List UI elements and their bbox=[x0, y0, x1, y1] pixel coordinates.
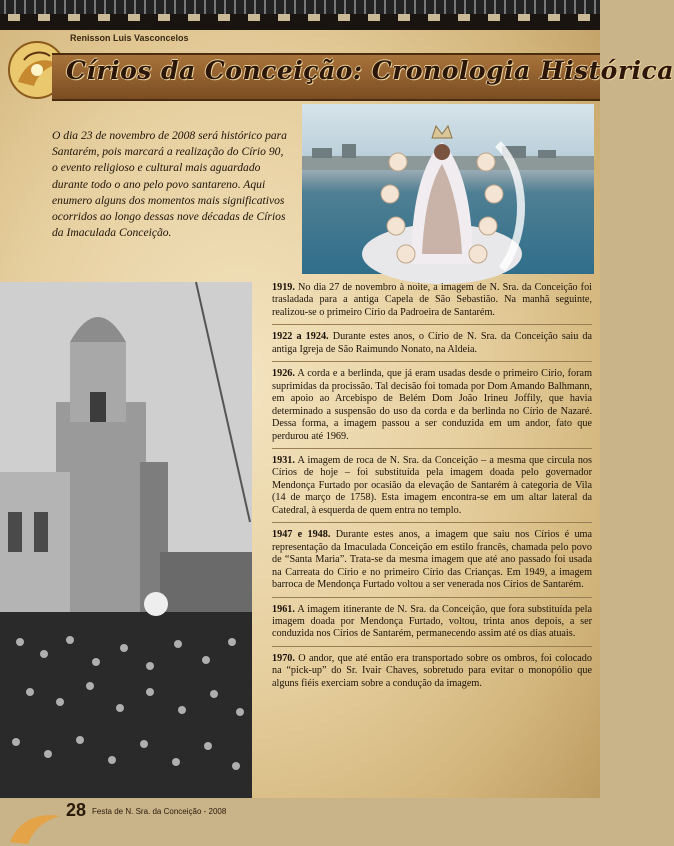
spiral-binding bbox=[0, 0, 600, 14]
chronology-entry bbox=[272, 653, 592, 695]
chronology-list bbox=[272, 282, 592, 701]
cathedral-procession-photo bbox=[0, 282, 252, 802]
author-name: Renisson Luis Vasconcelos bbox=[70, 33, 189, 43]
entry-text: A corda e a berlinda, que já eram usadas desde o primeiro Círio, foram suprimidas da procissão. Tal decisão foi tomada por Dom Amando Balhmann, em apoio ao Arcebispo de Belém Dom João Irineu Joffily, que havia determinado a suspensão do uso da corda e da berlinda no Círio de Nazaré. Dessa forma, a imagem passou a ser conduzida em um andor, fato que perdurou até 1969. bbox=[272, 368, 592, 442]
page-number: 28 bbox=[66, 800, 87, 820]
entry-text: No dia 27 de novembro à noite, a imagem de N. Sra. da Conceição foi trasladada para a antiga Capela de São Sebastião. Na manhã seguinte, realizou-se o primeiro Círio da Padroeira de Santarém. bbox=[272, 282, 592, 318]
entry-year: 1931. bbox=[272, 454, 295, 466]
entry-year: 1926. bbox=[272, 368, 295, 380]
statue-river-photo bbox=[302, 104, 594, 274]
entry-text: Durante estes anos, o Círio de N. Sra. da Conceição saiu da antiga Igreja de São Raimundo Nonato, na Aldeia. bbox=[272, 331, 593, 355]
intro-paragraph: O dia 23 de novembro de 2008 será histórico para Santarém, pois marcará a realização do Círio 90, o evento religioso e cultural mais aguardado durante todo o ano pelo povo santareno. Aqui enumero alguns dos momentos mais significativos ocorridos ao longo dessas nove décadas de Círios da Imaculada Conceição. bbox=[52, 129, 287, 240]
entry-year: 1922 a 1924. bbox=[272, 331, 329, 343]
entry-text: A imagem de roca de N. Sra. da Conceição – a mesma que circula nos Círios de hoje – foi substituída pela imagem doada pelo governador Mendonça Furtado por ocasião da elevação de Santarém à categoria de Vila (14 de março de 1758). Esta imagem encontra-se em um altar lateral da Catedral, à esquerda de quem entra no templo. bbox=[272, 454, 592, 516]
entry-year: 1961. bbox=[272, 603, 295, 615]
entry-text: Durante estes anos, a imagem que saiu nos Círios é uma representação da Imaculada Conceição em estilo francês, chamada pelo povo de “Santa Maria”. Trata-se da mesma imagem que até ano passado foi usada na Carreata do Círio e no primeiro Círio das Crianças. Em 1949, a imagem barroca de Mendonça Furtado voltou a ser venerada nos Círios de Santarém. bbox=[272, 529, 592, 591]
chronology-entry bbox=[272, 282, 592, 325]
chronology-entry bbox=[272, 368, 592, 449]
chronology-entry bbox=[272, 529, 592, 597]
entry-year: 1947 e 1948. bbox=[272, 529, 331, 541]
entry-text: A imagem itinerante de N. Sra. da Conceição, que fora substituída pela imagem doada por Mendonça Furtado, voltou, trinta anos depois, a ser conduzida nos Círios de Santarém, permanecendo assim até os dias atuais. bbox=[272, 603, 592, 640]
chronology-entry bbox=[272, 455, 592, 523]
entry-year: 1970. bbox=[272, 652, 295, 664]
footer-bar bbox=[0, 798, 600, 846]
entry-text: O andor, que até então era transportado sobre os ombros, foi colocado na “pick-up” do Sr. Ivair Chaves, sobretudo para evitar o monopólio que alguns fiéis exerciam sobre a condução da imagem. bbox=[272, 652, 592, 689]
page-title: Círios da Conceição: Cronologia Histórica bbox=[66, 56, 674, 85]
entry-year: 1919. bbox=[272, 282, 295, 293]
chronology-entry bbox=[272, 604, 592, 647]
chronology-entry bbox=[272, 331, 592, 362]
publication-name: Festa de N. Sra. da Conceição - 2008 bbox=[92, 807, 227, 816]
flourish-icon bbox=[6, 792, 64, 846]
